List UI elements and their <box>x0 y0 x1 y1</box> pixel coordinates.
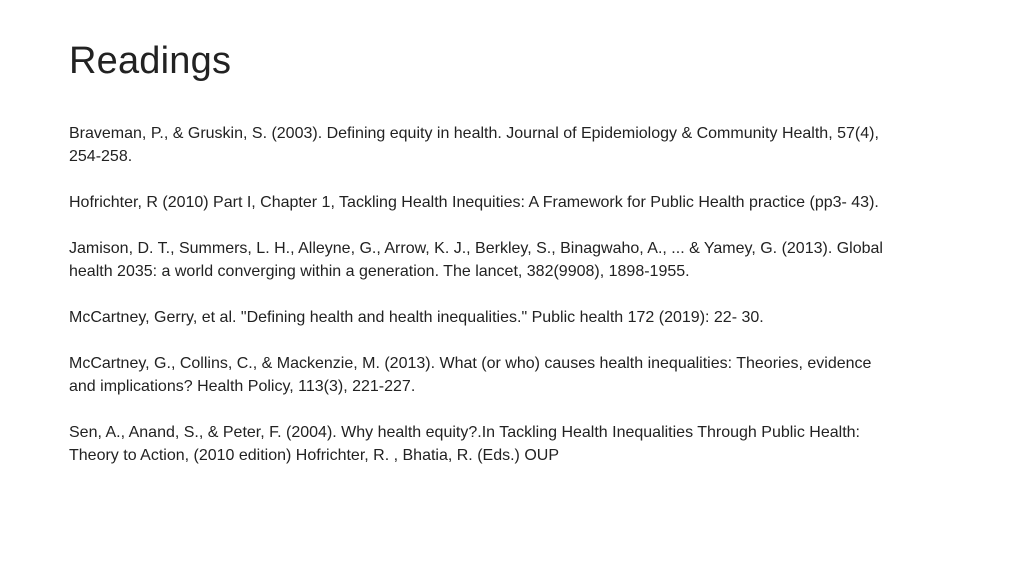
reference-item: McCartney, Gerry, et al. "Defining health and health inequalities." Public health 172 (2019): 22- 30. <box>69 309 764 326</box>
reference-item: Hofrichter, R (2010) Part I, Chapter 1, Tackling Health Inequities: A Framework for Public Health practice (pp3- 43). <box>69 194 879 211</box>
reference-item: Jamison, D. T., Summers, L. H., Alleyne, G., Arrow, K. J., Berkley, S., Binagwaho, A., ... & Yamey, G. (2013). Global health 2035: a world converging within a generation. The lancet, 382(9908), 1898-1955. <box>69 240 883 280</box>
reference-item: McCartney, G., Collins, C., & Mackenzie, M. (2013). What (or who) causes health inequalities: Theories, evidence and implications? Health Policy, 113(3), 221-227. <box>69 355 872 395</box>
reference-item: Sen, A., Anand, S., & Peter, F. (2004). Why health equity?.In Tackling Health Inequalities Through Public Health: Theory to Action, (2010 edition) Hofrichter, R. , Bhatia, R. (Eds.) OUP <box>69 424 860 464</box>
reference-item: Braveman, P., & Gruskin, S. (2003). Defining equity in health. Journal of Epidemiology & Community Health, 57(4), 254-258. <box>69 125 879 165</box>
reference-list <box>69 122 899 467</box>
slide-title: Readings <box>69 40 232 82</box>
